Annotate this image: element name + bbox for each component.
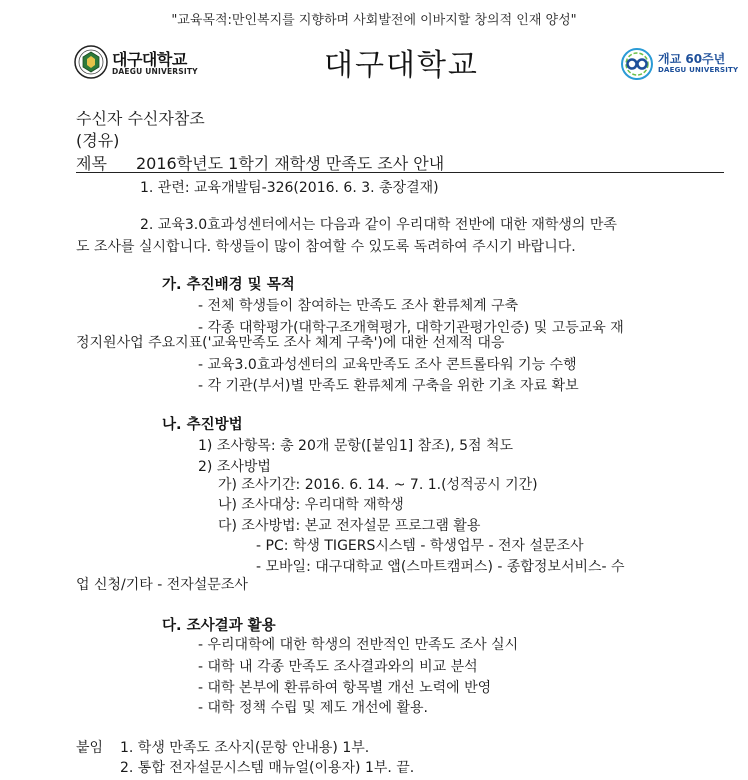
section-c-line: - 대학 본부에 환류하여 항목별 개선 노력에 반영 <box>198 680 492 696</box>
item-2-line-1: 2. 교육3.0효과성센터에서는 다음과 같이 우리대학 전반에 대한 재학생의 만족 <box>140 217 617 233</box>
anniversary-logo <box>618 45 739 85</box>
motto: "교육목적:만인복지를 지향하며 사회발전에 이바지할 창의적 인재 양성" <box>171 13 577 28</box>
section-b-line: 나) 조사대상: 우리대학 재학생 <box>218 497 404 513</box>
section-b-line: 다) 조사방법: 본교 전자설문 프로그램 활용 <box>218 518 481 534</box>
section-a-line: - 교육3.0효과성센터의 교육만족도 조사 콘트롤타워 기능 수행 <box>198 357 577 373</box>
recipient: 수신자 수신자참조 <box>76 109 205 128</box>
section-a-line: - 전체 학생들이 참여하는 만족도 조사 환류체계 구축 <box>198 298 519 314</box>
section-b-line: 2) 조사방법 <box>198 459 271 475</box>
attachment-item: 1. 학생 만족도 조사지(문항 안내용) 1부. <box>120 740 370 756</box>
item-2-line-2: 도 조사를 실시합니다. 학생들이 많이 참여할 수 있도록 독려하여 주시기 바랍니다. <box>76 239 576 255</box>
subject: 2016학년도 1학기 재학생 만족도 조사 안내 <box>136 154 445 173</box>
section-b-line: - PC: 학생 TIGERS시스템 - 학생업무 - 전자 설문조사 <box>256 538 584 554</box>
section-b-line: 가) 조사기간: 2016. 6. 14. ~ 7. 1.(성적공시 기간) <box>218 477 538 493</box>
section-c-line: - 대학 정책 수립 및 제도 개선에 활용. <box>198 700 428 716</box>
section-b-line: - 모바일: 대구대학교 앱(스마트캠퍼스) - 종합정보서비스- 수 <box>256 559 625 575</box>
section-b-line: 업 신청/기타 - 전자설문조사 <box>76 577 248 593</box>
section-a-title: 가. 추진배경 및 목적 <box>162 277 295 293</box>
via: (경유) <box>76 131 120 150</box>
section-c-line: - 우리대학에 대한 학생의 전반적인 만족도 조사 실시 <box>198 637 519 653</box>
anniversary-text: 개교 60주년 <box>658 52 726 66</box>
section-a-line: - 각 기관(부서)별 만족도 환류체계 구축을 위한 기초 자료 확보 <box>198 378 579 394</box>
attachment-item: 2. 통합 전자설문시스템 매뉴얼(이용자) 1부. 끝. <box>120 760 415 776</box>
section-b-title: 나. 추진방법 <box>162 417 243 433</box>
logo-name: 대구대학교 <box>112 50 187 69</box>
subject-label: 제목 <box>76 154 107 173</box>
section-c-title: 다. 조사결과 활용 <box>162 618 276 634</box>
section-a-line: - 각종 대학평가(대학구조개혁평가, 대학기관평가인증) 및 고등교육 재 <box>198 320 624 336</box>
section-c-line: - 대학 내 각종 만족도 조사결과와의 비교 분석 <box>198 659 478 675</box>
anniversary-emblem-icon <box>618 45 656 83</box>
attachments-label: 붙임 <box>76 740 104 756</box>
section-b-line: 1) 조사항목: 총 20개 문항([붙임1] 참조), 5점 척도 <box>198 438 514 454</box>
anniversary-subtitle: DAEGU UNIVERSITY <box>658 66 739 74</box>
logo-subtitle: DAEGU UNIVERSITY <box>112 67 198 76</box>
section-a-line: 정지원사업 주요지표('교육만족도 조사 체계 구축')에 대한 선제적 대응 <box>76 335 505 351</box>
subject-divider <box>76 172 724 173</box>
university-seal-icon <box>74 45 108 79</box>
page-title: 대구대학교 <box>324 48 479 83</box>
item-1: 1. 관련: 교육개발팀-326(2016. 6. 3. 총장결재) <box>140 180 439 196</box>
